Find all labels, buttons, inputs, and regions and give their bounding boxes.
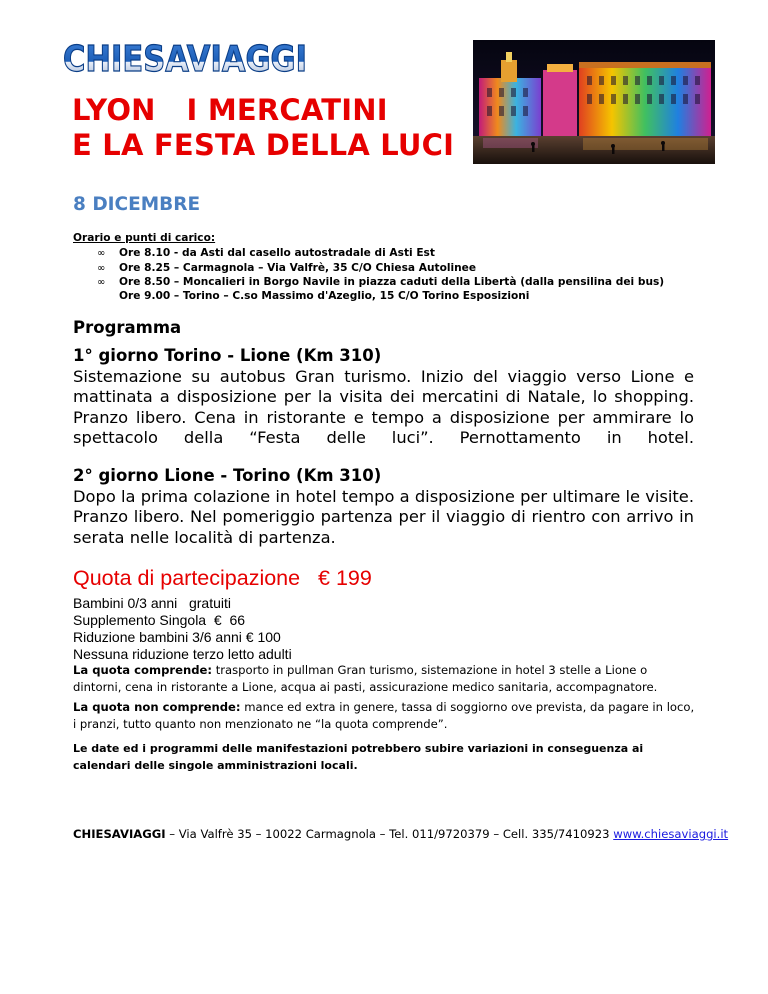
- logo-text: CHIESAVIAGGI: [63, 39, 307, 80]
- price-heading: Quota di partecipazione € 199: [73, 566, 372, 590]
- bullet-icon: ∞: [97, 277, 106, 288]
- title-line-1: LYON I MERCATINI: [72, 93, 388, 127]
- lyon-festival-photo: [473, 40, 715, 164]
- price-line: Bambini 0/3 anni gratuiti: [73, 595, 231, 611]
- price-line: Nessuna riduzione terzo letto adulti: [73, 646, 292, 662]
- variation-warning: Le date ed i programmi delle manifestazioni potrebbero subire variazioni in conseguenza ai calendari delle singole amministrazioni locali.: [73, 742, 644, 772]
- loading-stop: Ore 9.00 – Torino – C.so Massimo d'Azeglio, 15 C/O Torino Esposizioni: [119, 290, 530, 302]
- excludes-text: mance ed extra in genere, tassa di soggiorno ove prevista, da pagare in loco, i pranzi, tutto quanto non menzionato ne “la quota comprende”.: [73, 700, 695, 731]
- loading-heading: Orario e punti di carico:: [73, 232, 216, 244]
- includes-note: [73, 662, 698, 695]
- trip-date: 8 DICEMBRE: [73, 194, 201, 215]
- chiesaviaggi-logo: [62, 38, 308, 78]
- bullet-icon: ∞: [97, 263, 106, 274]
- includes-label: La quota comprende:: [73, 663, 213, 677]
- bullet-icon: ∞: [97, 248, 106, 259]
- loading-stop: Ore 8.10 - da Asti dal casello autostradale di Asti Est: [119, 247, 435, 259]
- program-heading: Programma: [73, 318, 182, 337]
- price-line: Riduzione bambini 3/6 anni € 100: [73, 629, 281, 645]
- title-line-2: E LA FESTA DELLA LUCI: [72, 128, 455, 162]
- day2-title: 2° giorno Lione - Torino (Km 310): [73, 466, 382, 485]
- excludes-note: [73, 699, 698, 732]
- loading-stop: Ore 8.25 – Carmagnola – Via Valfrè, 35 C/O Chiesa Autolinee: [119, 262, 477, 274]
- loading-stop: Ore 8.50 – Moncalieri in Borgo Navile in piazza caduti della Libertà (dalla pensilina dei bus): [119, 276, 665, 288]
- footer-details: – Via Valfrè 35 – 10022 Carmagnola – Tel. 011/9720379 – Cell. 335/7410923: [165, 827, 614, 841]
- day2-description: Dopo la prima colazione in hotel tempo a disposizione per ultimare le visite. Pranzo libero. Nel pomeriggio partenza per il viaggio di rientro con arrivo in serata nelle località di partenza.: [73, 487, 694, 547]
- day1-description: Sistemazione su autobus Gran turismo. Inizio del viaggio verso Lione e mattinata a disposizione per la visita dei mercatini di Natale, lo shopping. Pranzo libero. Cena in ristorante e tempo a disposizione per ammirare lo spettacolo della “Festa delle luci”. Pernottamento in hotel.: [73, 367, 694, 448]
- footer-company: CHIESAVIAGGI: [73, 827, 166, 841]
- footer: [73, 827, 728, 841]
- website-link[interactable]: www.chiesaviaggi.it: [613, 827, 729, 841]
- day1-title: 1° giorno Torino - Lione (Km 310): [73, 346, 382, 365]
- excludes-label: La quota non comprende:: [73, 700, 241, 714]
- price-line: Supplemento Singola € 66: [73, 612, 246, 628]
- includes-text: trasporto in pullman Gran turismo, sistemazione in hotel 3 stelle a Lione o dintorni, cena in ristorante a Lione, acqua ai pasti, assicurazione medico sanitaria, accompagnatore.: [73, 663, 658, 694]
